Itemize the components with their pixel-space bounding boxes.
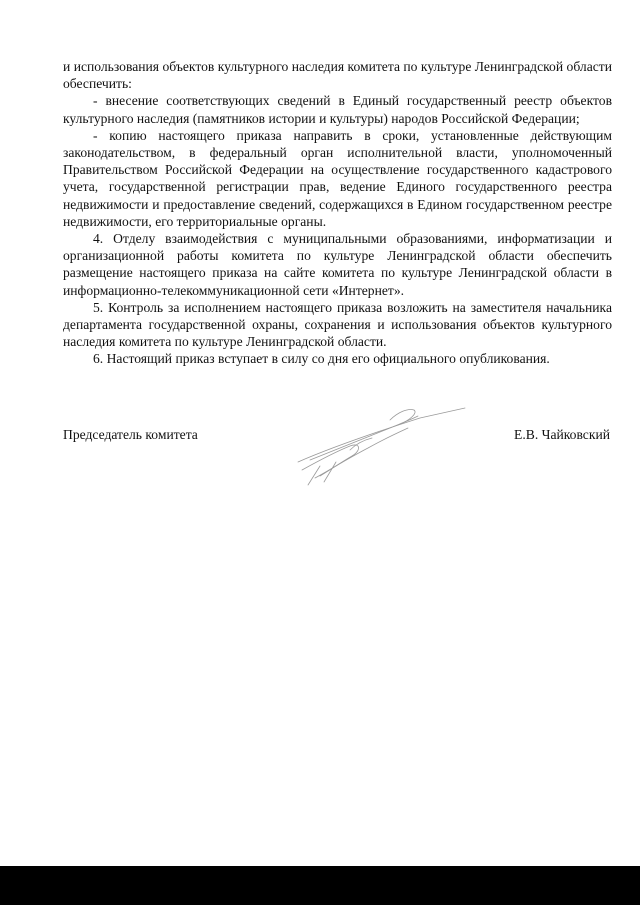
paragraph-copy-order: - копию настоящего приказа направить в сроки, установленные действующим законодательством, в федеральный орган исполнительной власти, уполномоченный Правительством Российской Федерации на осуществление государственного кадастрового учета, государственной регистрации прав, ведение Единого государственного реестра недвижимости и предоставление сведений, содержащихся в Едином государственном реестре недвижимости, его территориальные органы. xyxy=(63,127,612,229)
signatory-name: Е.В. Чайковский xyxy=(514,427,610,442)
document-body xyxy=(63,58,612,368)
paragraph-registry-entry: - внесение соответствующих сведений в Единый государственный реестр объектов культурного наследия (памятников истории и культуры) народов Российской Федерации; xyxy=(63,93,612,126)
paragraph-item-5: 5. Контроль за исполнением настоящего приказа возложить на заместителя начальника департамента государственной охраны, сохранения и использования объектов культурного наследия комитета по культуре Ленинградской области. xyxy=(63,299,612,350)
paragraph-continuation: и использования объектов культурного наследия комитета по культуре Ленинградской области обеспечить: xyxy=(63,59,612,92)
signatory-title: Председатель комитета xyxy=(63,427,198,442)
handwritten-signature xyxy=(290,400,470,490)
paragraph-item-4: 4. Отделу взаимодействия с муниципальными образованиями, информатизации и организационной работы комитета по культуре Ленинградской области обеспечить размещение настоящего приказа на сайте комитета по культуре Ленинградской области в информационно-телекоммуникационной сети «Интернет». xyxy=(63,231,612,298)
bottom-black-bar xyxy=(0,866,640,905)
paragraph-item-6: 6. Настоящий приказ вступает в силу со дня его официального опубликования. xyxy=(93,351,550,367)
